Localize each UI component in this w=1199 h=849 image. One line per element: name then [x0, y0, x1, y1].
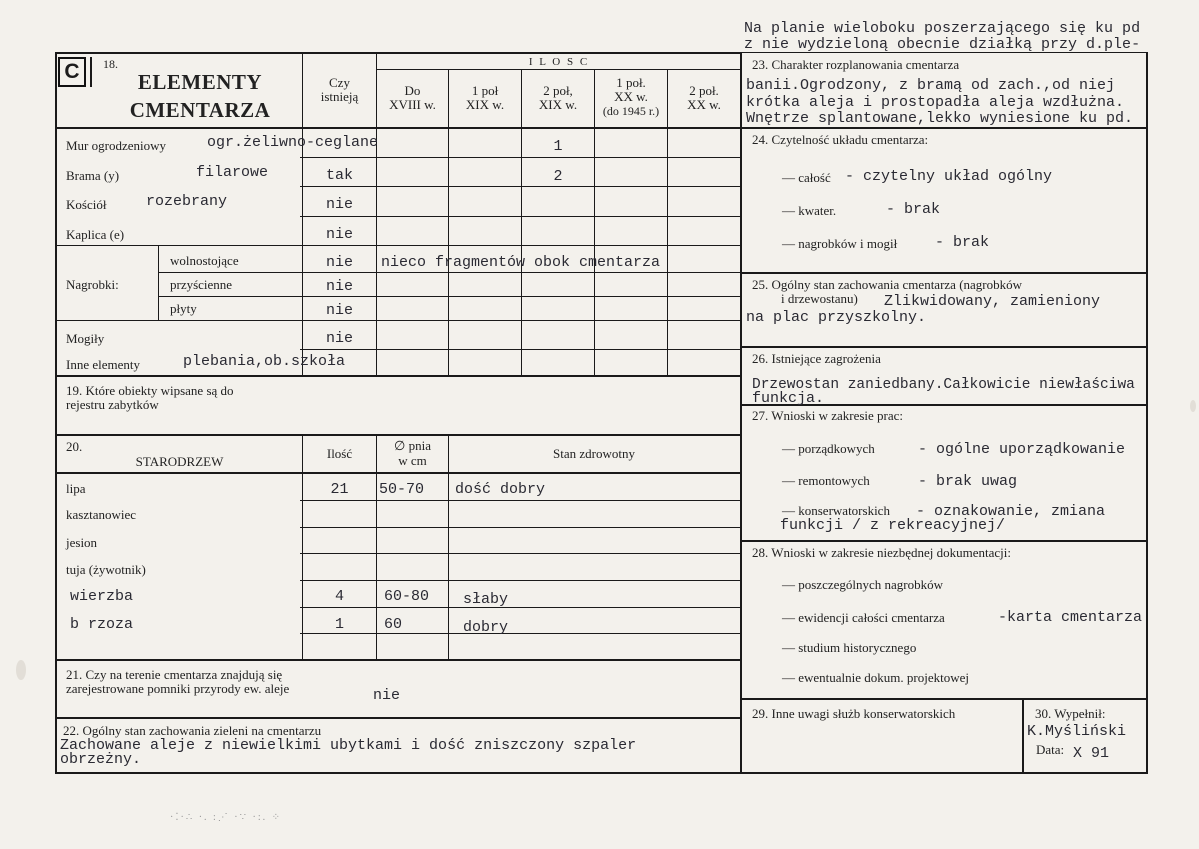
rule — [300, 349, 741, 350]
period-header-line2: XIX w. — [465, 97, 505, 112]
rule — [1022, 698, 1024, 774]
registry-label-2: rejestru zabytków — [66, 397, 159, 412]
element-row-exists: nie — [325, 330, 353, 347]
rule — [300, 607, 741, 608]
q27-item-label: — konserwatorskich — [782, 503, 890, 518]
starodrzew-col-stan: Stan zdrowotny — [553, 446, 635, 461]
q23-line-2: krótka aleja i prostopadła aleja wzdłużna. — [746, 94, 1125, 111]
rule — [55, 52, 741, 54]
q23-line-3: Wnętrze splantowane,lekko wyniesione ku pd. — [746, 110, 1134, 127]
ilosc-header: I L O S C — [528, 56, 590, 68]
period-header-line2: XVIII w. — [389, 97, 436, 112]
q24-label: 24. Czytelność układu cmentarza: — [752, 132, 929, 147]
q26-label: 26. Istniejące zagrożenia — [752, 351, 881, 366]
rule — [55, 659, 741, 661]
q27-item-value: - oznakowanie, zmiana — [916, 503, 1106, 520]
rule — [158, 272, 741, 273]
period-header-line3: (do 1945 r.) — [602, 104, 660, 118]
rule — [55, 375, 741, 377]
q30-date: X 91 — [1073, 745, 1110, 762]
element-row-exists: nie — [325, 226, 353, 243]
rule — [55, 772, 1148, 774]
period-header-line1: 2 poł. — [689, 83, 719, 98]
tree-row-count: 1 — [334, 616, 344, 633]
q27-label: 27. Wnioski w zakresie prac: — [752, 408, 904, 423]
q24-item-label: — kwater. — [782, 203, 837, 218]
rule — [448, 70, 449, 376]
q27-item-label: — porządkowych — [782, 441, 875, 456]
tree-row-condition: dobry — [463, 619, 509, 636]
q24-item-label: — całość — [782, 170, 831, 185]
rule — [740, 346, 1148, 348]
starodrzew-title: STARODRZEW — [135, 454, 224, 469]
q28-label: 28. Wnioski w zakresie niezbędnej dokumentacji: — [752, 545, 1011, 560]
tree-row-species: lipa — [66, 481, 86, 496]
period-header-line2: XX w. — [687, 97, 721, 112]
q27-item-value: - ogólne uporządkowanie — [918, 441, 1126, 458]
rule — [57, 320, 741, 321]
tree-row-count: 21 — [330, 481, 349, 498]
q25-label-2: i drzewostanu) — [781, 291, 858, 306]
rule — [55, 52, 57, 774]
q27-item-value: - brak uwag — [918, 473, 1018, 490]
elements-title-2: CMENTARZA — [129, 98, 271, 122]
element-row-count: 1 — [553, 138, 563, 155]
period-header-line2: XIX w. — [538, 97, 578, 112]
rule — [57, 245, 741, 246]
rule — [740, 127, 1148, 129]
q21-label-2: zarejestrowane pomniki przyrody ew. aleje — [66, 681, 290, 696]
starodrzew-col-ilosc: Ilość — [326, 446, 353, 461]
tree-row-species: wierzba — [70, 588, 134, 605]
czy-istnieja-header-2: istnieją — [320, 89, 359, 104]
q28-item-label: — poszczególnych nagrobków — [782, 577, 944, 592]
rule — [158, 245, 159, 320]
period-header-line1: 2 poł, — [543, 83, 573, 98]
rule — [448, 434, 449, 660]
rule — [667, 70, 668, 376]
period-header-line1: 1 poł. — [616, 75, 646, 90]
period-header-line1: 1 poł — [471, 83, 499, 98]
q24-item-label: — nagrobków i mogił — [782, 236, 898, 251]
rule — [300, 633, 741, 634]
rule — [300, 216, 741, 217]
registry-label-1: 19. Które obiekty wipsane są do — [66, 383, 234, 398]
q28-item-label: — ewentualnie dokum. projektowej — [782, 670, 970, 685]
element-row-label: Kaplica (e) — [66, 227, 125, 242]
q30-name: K.Myśliński — [1027, 723, 1127, 740]
nagrobki-row-exists: nie — [325, 278, 353, 295]
q25-label-1: 25. Ogólny stan zachowania cmentarza (nagrobków — [752, 277, 1023, 292]
rule — [300, 157, 741, 158]
tree-row-diameter: 60-80 — [384, 588, 430, 605]
starodrzew-col-pnia-2: w cm — [398, 453, 427, 468]
starodrzew-number: 20. — [66, 439, 83, 454]
nagrobki-note: nieco fragmentów obok cmentarza — [381, 254, 661, 271]
tree-row-count: 4 — [334, 588, 344, 605]
rule — [1146, 52, 1148, 774]
tree-row-species: tuja (żywotnik) — [66, 562, 146, 577]
paper-specks: ·⁚·∴ ·. :⋰ ·∵ ·:. ⁘ — [170, 812, 282, 823]
rule — [55, 434, 741, 436]
q24-item-value: - czytelny układ ogólny — [845, 168, 1053, 185]
rule — [740, 698, 1148, 700]
nagrobki-row-label: płyty — [170, 301, 197, 316]
q28-item-label: — studium historycznego — [782, 640, 917, 655]
rule — [90, 57, 92, 87]
q24-item-value: - brak — [935, 234, 990, 251]
nagrobki-row-label: wolnostojące — [170, 253, 239, 268]
element-row-value: plebania,ob.szkoła — [183, 353, 346, 370]
q29-label: 29. Inne uwagi służb konserwatorskich — [752, 706, 956, 721]
tree-row-species: b rzoza — [70, 616, 134, 633]
element-row-value: rozebrany — [146, 193, 228, 210]
rule — [740, 272, 1148, 274]
rule — [55, 127, 741, 129]
q26-line-1: Drzewostan zaniedbany.Całkowicie niewłaściwa — [752, 377, 1135, 393]
rule — [300, 186, 741, 187]
q23-line-1: banii.Ogrodzony, z bramą od zach.,od niej — [746, 77, 1116, 94]
q25-answer-2: na plac przyszkolny. — [746, 309, 927, 326]
element-row-label: Mogiły — [66, 331, 105, 346]
q24-item-value: - brak — [886, 201, 941, 218]
paper-stain — [1190, 400, 1196, 412]
q28-item-label: — ewidencji całości cmentarza — [782, 610, 945, 625]
element-row-exists: tak — [325, 167, 353, 184]
q30-date-label: Data: — [1036, 742, 1065, 757]
starodrzew-col-pnia-1: ∅ pnia — [394, 438, 431, 453]
rule — [158, 296, 741, 297]
nagrobki-row-exists: nie — [325, 302, 353, 319]
element-row-exists: nie — [325, 196, 353, 213]
tree-row-condition: słaby — [463, 591, 509, 608]
rule — [300, 580, 741, 581]
element-row-label: Kościół — [66, 197, 107, 212]
tree-row-condition: dość dobry — [455, 481, 546, 498]
rule — [740, 52, 742, 774]
section-number: 18. — [103, 57, 118, 71]
period-header-line2: XX w. — [614, 89, 648, 104]
q30-label: 30. Wypełnił: — [1035, 706, 1106, 721]
nagrobki-row-exists: nie — [325, 254, 353, 271]
q23-label: 23. Charakter rozplanowania cmentarza — [752, 57, 960, 72]
element-row-value: ogr.żeliwno-ceglane — [207, 134, 379, 151]
q26-line-2: funkcja. — [752, 390, 825, 407]
element-row-label: Brama (y) — [66, 168, 120, 183]
section-letter-box: C — [58, 57, 86, 87]
czy-istnieja-header-1: Czy — [329, 75, 350, 90]
element-row-value: filarowe — [196, 164, 269, 181]
header-note-line2: z nie wydzieloną obecnie działką przy d.ple- — [744, 36, 1141, 53]
q22-answer-1: Zachowane aleje z niewielkimi ubytkami i dość zniszczony szpaler — [60, 737, 637, 754]
q28-item-value: -karta cmentarza — [998, 609, 1143, 626]
header-note-line1: Na planie wieloboku poszerzającego się ku pd — [744, 20, 1141, 37]
paper-stain — [16, 660, 26, 680]
q22-label: 22. Ogólny stan zachowania zieleni na cmentarzu — [63, 723, 322, 738]
tree-row-species: kasztanowiec — [66, 507, 137, 522]
rule — [55, 717, 741, 719]
rule — [376, 69, 741, 70]
rule — [300, 500, 741, 501]
period-header-line1: Do — [404, 83, 421, 98]
q21-answer: nie — [373, 687, 401, 704]
rule — [300, 527, 741, 528]
q25-answer-1: Zlikwidowany, zamieniony — [884, 293, 1101, 310]
q27-item-label: — remontowych — [782, 473, 870, 488]
element-row-count: 2 — [553, 168, 563, 185]
rule — [740, 540, 1148, 542]
q21-label-1: 21. Czy na terenie cmentarza znajdują się — [66, 667, 283, 682]
nagrobki-label: Nagrobki: — [66, 277, 119, 292]
tree-row-diameter: 60 — [384, 616, 403, 633]
tree-row-species: jesion — [66, 535, 98, 550]
rule — [300, 553, 741, 554]
rule — [521, 70, 522, 376]
rule — [55, 472, 741, 474]
q22-answer-2: obrzeżny. — [60, 751, 142, 768]
elements-title-1: ELEMENTY — [137, 70, 263, 94]
tree-row-diameter: 50-70 — [379, 481, 425, 498]
element-row-label: Inne elementy — [66, 357, 140, 372]
q27-extra: funkcji / z rekreacyjnej/ — [780, 517, 1006, 534]
element-row-label: Mur ogrodzeniowy — [66, 138, 167, 153]
nagrobki-row-label: przyścienne — [170, 277, 233, 292]
